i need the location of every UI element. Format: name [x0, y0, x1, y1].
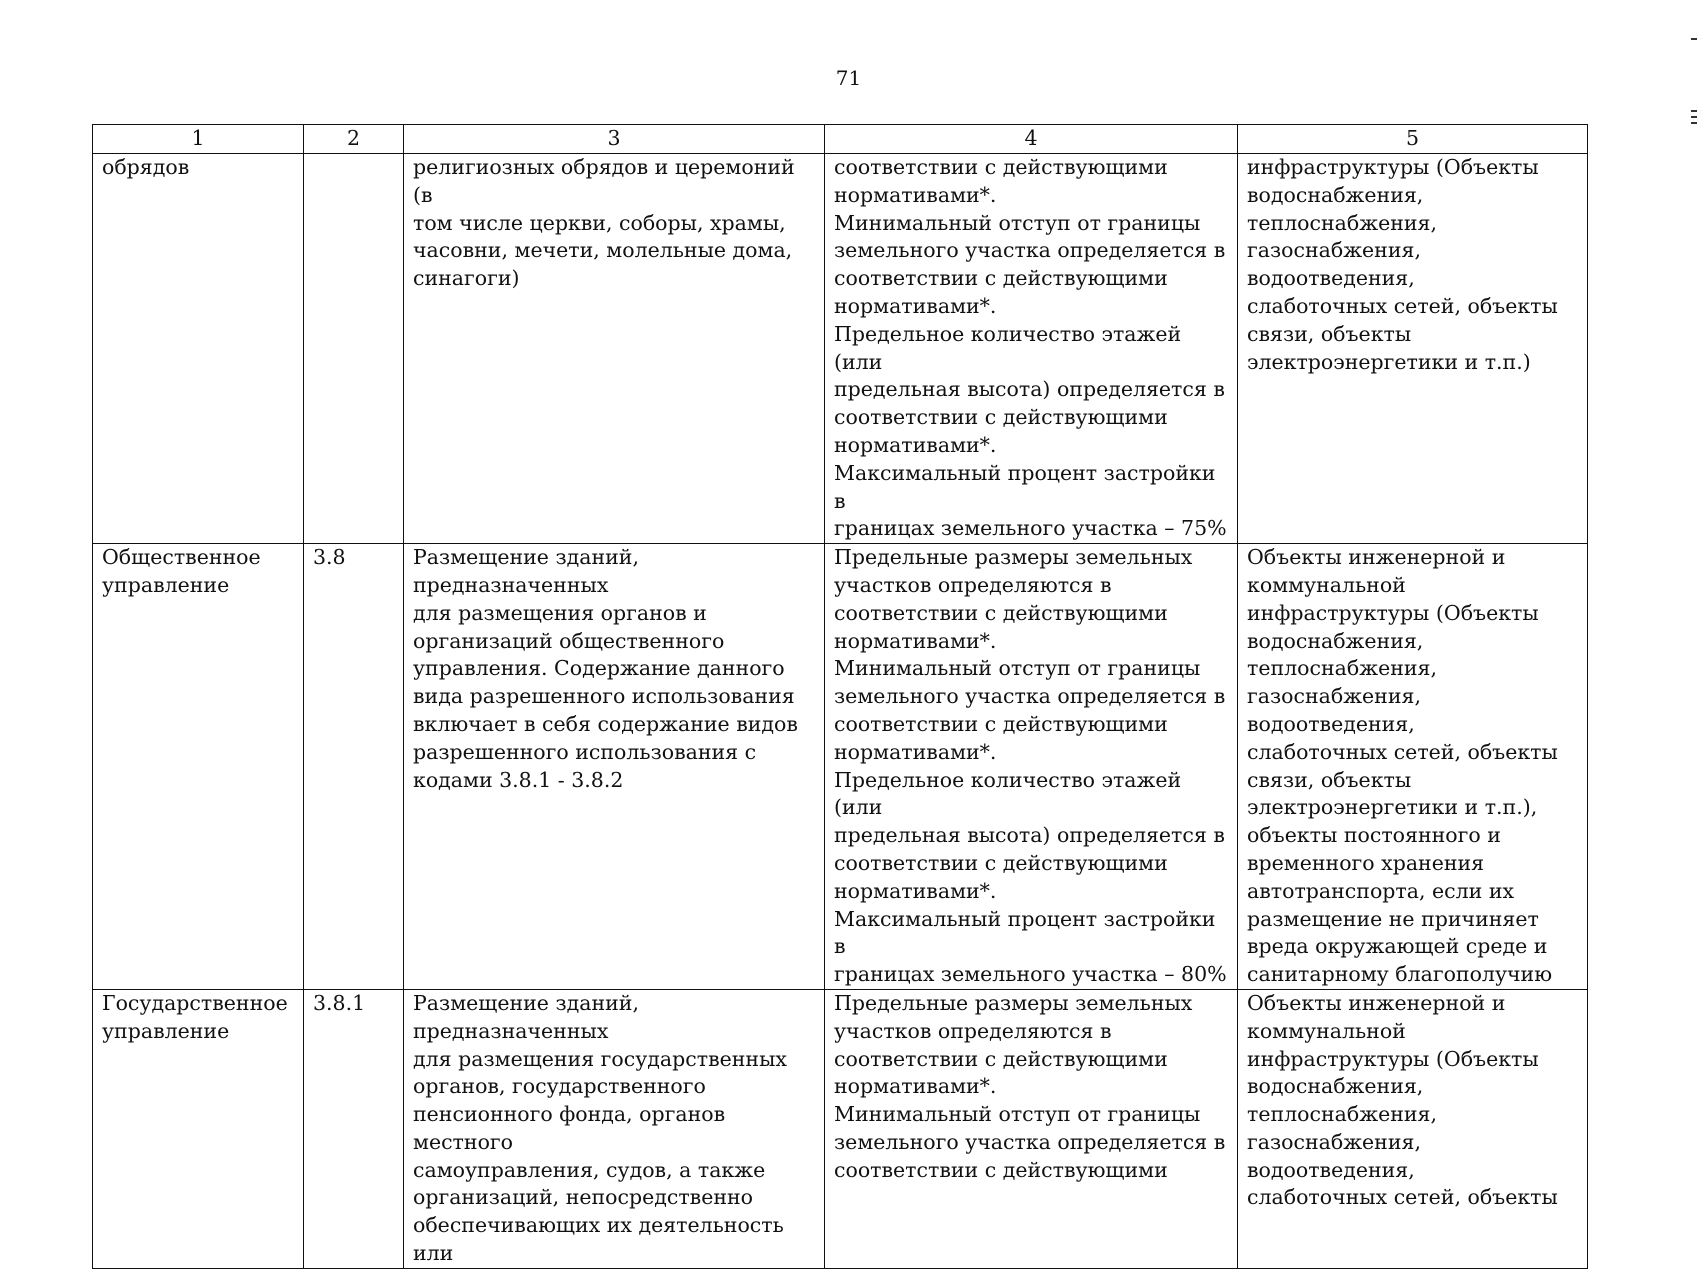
column-number-1: 1 — [93, 125, 304, 154]
parameters-cell: Предельные размеры земельных участков определяются в соответствии с действующими нормативами*. Минимальный отступ от границы земельного участка определяется в соответствии с действующими нормативами*. Предельное количество этажей (или предельная высота) определяется в соответствии с действующими нормативами*. Максимальный процент застройки в границах земельного участка – 80% — [825, 544, 1238, 990]
use-code-cell: 3.8 — [304, 544, 404, 990]
table-row — [93, 989, 1588, 1268]
column-number-4: 4 — [825, 125, 1238, 154]
scan-edge-mark — [1691, 110, 1697, 112]
use-name-cell: Государственное управление — [93, 989, 304, 1268]
column-number-5: 5 — [1238, 125, 1588, 154]
column-number-2: 2 — [304, 125, 404, 154]
table-row — [93, 154, 1588, 544]
page-number: 71 — [835, 66, 862, 90]
parameters-cell: Предельные размеры земельных участков определяются в соответствии с действующими нормативами*. Минимальный отступ от границы земельного участка определяется в соответствии с действующими — [825, 989, 1238, 1268]
use-code-cell: 3.8.1 — [304, 989, 404, 1268]
auxiliary-uses-cell: Объекты инженерной и коммунальной инфраструктуры (Объекты водоснабжения, теплоснабжения, газоснабжения, водоотведения, слаботочных сетей, объекты связи, объекты электроэнергетики и т.п.), объекты постоянного и временного хранения автотранспорта, если их размещение не причиняет вреда окружающей среде и санитарному благополучию — [1238, 544, 1588, 990]
table-row — [93, 544, 1588, 990]
parameters-cell: соответствии с действующими нормативами*. Минимальный отступ от границы земельного участка определяется в соответствии с действующими нормативами*. Предельное количество этажей (или предельная высота) определяется в соответствии с действующими нормативами*. Максимальный процент застройки в границах земельного участка – 75% — [825, 154, 1238, 544]
scan-edge-mark — [1691, 116, 1697, 118]
scan-edge-mark — [1691, 122, 1697, 124]
column-number-header-row — [93, 125, 1588, 154]
use-code-cell — [304, 154, 404, 544]
use-description-cell: религиозных обрядов и церемоний (в том числе церкви, соборы, храмы, часовни, мечети, молельные дома, синагоги) — [404, 154, 825, 544]
column-number-3: 3 — [404, 125, 825, 154]
auxiliary-uses-cell: инфраструктуры (Объекты водоснабжения, теплоснабжения, газоснабжения, водоотведения, слаботочных сетей, объекты связи, объекты электроэнергетики и т.п.) — [1238, 154, 1588, 544]
use-description-cell: Размещение зданий, предназначенных для размещения государственных органов, государственного пенсионного фонда, органов местного самоуправления, судов, а также организаций, непосредственно обеспечивающих их деятельность или — [404, 989, 825, 1268]
use-name-cell: Общественное управление — [93, 544, 304, 990]
use-description-cell: Размещение зданий, предназначенных для размещения органов и организаций общественного управления. Содержание данного вида разрешенного использования включает в себя содержание видов разрешенного использования с кодами 3.8.1 - 3.8.2 — [404, 544, 825, 990]
auxiliary-uses-cell: Объекты инженерной и коммунальной инфраструктуры (Объекты водоснабжения, теплоснабжения, газоснабжения, водоотведения, слаботочных сетей, объекты — [1238, 989, 1588, 1268]
use-name-cell: обрядов — [93, 154, 304, 544]
scan-edge-mark — [1691, 38, 1697, 40]
land-use-table — [92, 124, 1588, 1269]
